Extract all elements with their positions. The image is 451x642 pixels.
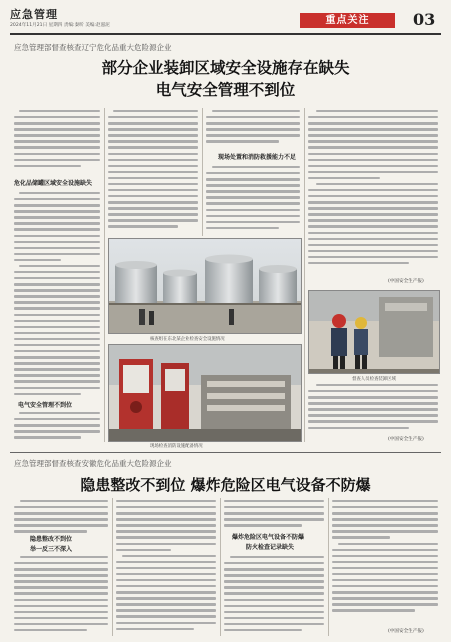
story1-col1-para3	[14, 412, 100, 442]
story1-photo-fire-equipment	[108, 344, 302, 442]
story1-col4-para1	[308, 110, 438, 276]
story1-photo1-caption: 核查组在东北某企业检查安全设施情况	[150, 337, 225, 342]
story1-headline-line1: 部分企业装卸区域安全设施存在缺失	[101, 59, 350, 77]
story1-col2-para1	[108, 110, 198, 232]
story1-col1-para2	[14, 192, 100, 397]
story1-signature-1: (中国安全生产报)	[388, 279, 424, 284]
story1-col3-para2	[206, 166, 300, 234]
story1-col1-para1	[14, 110, 100, 174]
page-number: 03	[413, 10, 436, 29]
story2-subhead-1b: 举一反三不深入	[30, 546, 73, 553]
photo-inspectors-image	[309, 291, 440, 374]
story2-col2-para1	[116, 500, 216, 636]
story1-subhead-1: 危化品储罐区域安全设施缺失	[14, 180, 93, 187]
story1-col3-para1	[206, 110, 300, 148]
story2-headline: 隐患整改不到位 爆炸危险区电气设备不防爆	[80, 476, 371, 494]
story1-signature-2: (中国安全生产报)	[388, 437, 424, 442]
story2-signature: (中国安全生产报)	[388, 629, 424, 634]
story1-photo-tanks	[108, 238, 302, 334]
story2-col4-para1	[332, 500, 438, 624]
story-divider	[10, 452, 441, 453]
story2-subhead-1: 隐患整改不到位	[30, 536, 73, 543]
story1-photo2-caption: 现场检查消防设施配备情况	[150, 444, 203, 449]
story1-headline-line2: 电气安全管理不到位	[155, 81, 296, 99]
masthead: 应急管理	[10, 8, 58, 21]
section-title: 重点关注	[325, 15, 370, 26]
story1-col4-para2	[308, 384, 438, 434]
story1-kicker: 应急管理部督查核查辽宁危化品重大危险源企业	[14, 43, 172, 52]
story2-subhead-2b: 防火检查记录缺失	[246, 544, 295, 551]
header-rule	[10, 33, 441, 35]
story1-subhead-2: 现场处置和消防救援能力不足	[218, 154, 297, 161]
photo-tanks-image	[109, 239, 302, 334]
story1-photo3-caption: 督查人员检查装卸区域	[352, 377, 396, 382]
story1-subhead-3: 电气安全管理不到位	[18, 402, 73, 409]
story2-subhead-2: 爆炸危险区电气设备不防爆	[232, 534, 305, 541]
story2-kicker: 应急管理部督查核查安徽危化品重大危险源企业	[14, 459, 172, 468]
story2-col3-para1	[224, 500, 324, 530]
story2-col1-para2	[14, 556, 108, 636]
dateline: 2024年11月21日 星期四 责编:秦昕 美编:赵滋泥	[10, 23, 110, 28]
story1-photo-inspectors	[308, 290, 440, 374]
story2-col1-para1	[14, 500, 108, 534]
photo-fire-equipment-image	[109, 345, 302, 442]
story2-col3-para2	[224, 556, 324, 636]
